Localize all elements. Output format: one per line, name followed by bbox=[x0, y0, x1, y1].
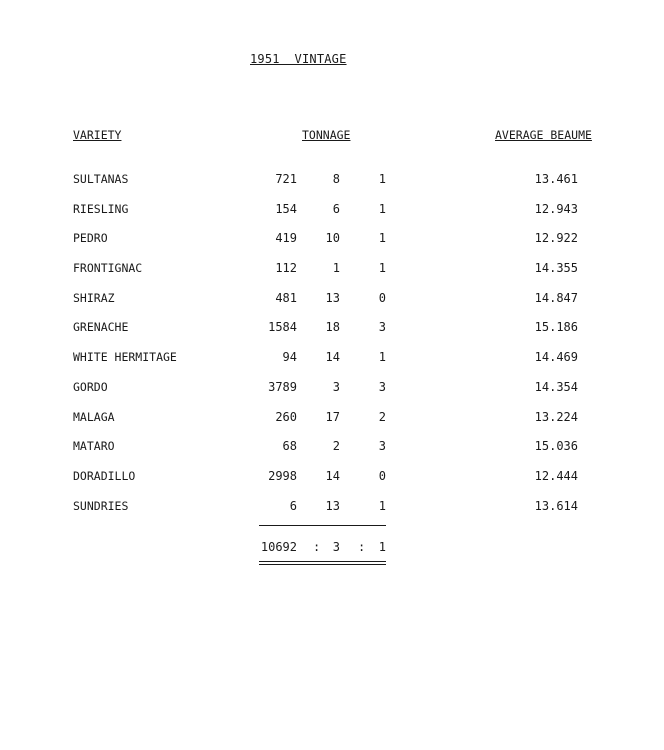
table-row bbox=[0, 433, 664, 463]
row-tons: 419 bbox=[275, 231, 297, 246]
row-beaume: 15.036 bbox=[534, 439, 578, 454]
row-beaume: 13.224 bbox=[534, 409, 578, 424]
row-qtr: 3 bbox=[378, 320, 386, 335]
row-variety: GRENACHE bbox=[73, 320, 129, 335]
total-separator: : bbox=[313, 540, 321, 554]
row-beaume: 14.847 bbox=[534, 290, 578, 305]
row-beaume: 13.461 bbox=[534, 172, 578, 186]
row-variety: MALAGA bbox=[73, 409, 115, 424]
table-row bbox=[0, 285, 664, 315]
row-cwt: 10 bbox=[325, 231, 340, 246]
row-tons: 1584 bbox=[268, 320, 297, 335]
row-qtr: 1 bbox=[378, 261, 386, 276]
row-variety: SUNDRIES bbox=[73, 498, 129, 513]
row-qtr: 1 bbox=[378, 350, 386, 365]
row-cwt: 8 bbox=[332, 172, 340, 186]
row-tons: 721 bbox=[275, 172, 297, 186]
row-variety: FRONTIGNAC bbox=[73, 261, 143, 276]
row-tons: 3789 bbox=[268, 379, 297, 394]
row-beaume: 14.355 bbox=[534, 261, 578, 276]
table-row bbox=[0, 166, 664, 196]
total-separator: : bbox=[358, 540, 366, 554]
row-tons: 481 bbox=[275, 290, 297, 305]
row-tons: 2998 bbox=[268, 468, 297, 483]
row-cwt: 17 bbox=[325, 409, 340, 424]
row-qtr: 0 bbox=[378, 468, 386, 483]
row-variety: PEDRO bbox=[73, 231, 108, 246]
row-beaume: 15.186 bbox=[534, 320, 578, 335]
row-variety: MATARO bbox=[73, 439, 115, 454]
row-beaume: 12.943 bbox=[534, 201, 578, 216]
row-beaume: 14.354 bbox=[534, 379, 578, 394]
row-tons: 260 bbox=[275, 409, 297, 424]
row-cwt: 13 bbox=[325, 498, 340, 513]
row-tons: 94 bbox=[282, 350, 297, 365]
row-qtr: 3 bbox=[378, 379, 386, 394]
total-qtr: 1 bbox=[378, 540, 386, 554]
row-beaume: 12.444 bbox=[534, 468, 578, 483]
table-row bbox=[0, 314, 664, 344]
row-qtr: 0 bbox=[378, 290, 386, 305]
total-rule-double-1 bbox=[259, 561, 386, 562]
row-variety: DORADILLO bbox=[73, 468, 136, 483]
header-average-beaume: AVERAGE BEAUME bbox=[495, 128, 592, 142]
row-cwt: 6 bbox=[332, 201, 340, 216]
table-row bbox=[0, 225, 664, 255]
row-cwt: 18 bbox=[325, 320, 340, 335]
row-tons: 6 bbox=[289, 498, 297, 513]
row-cwt: 1 bbox=[332, 261, 340, 276]
row-beaume: 13.614 bbox=[534, 498, 578, 513]
row-qtr: 3 bbox=[378, 439, 386, 454]
row-cwt: 13 bbox=[325, 290, 340, 305]
table-row bbox=[0, 404, 664, 434]
row-tons: 112 bbox=[275, 261, 297, 276]
vintage-table bbox=[0, 166, 664, 522]
row-variety: RIESLING bbox=[73, 201, 129, 216]
table-row bbox=[0, 344, 664, 374]
row-qtr: 2 bbox=[378, 409, 386, 424]
total-tons: 10692 bbox=[260, 540, 297, 554]
total-rule-top bbox=[259, 525, 386, 526]
table-row bbox=[0, 374, 664, 404]
table-row bbox=[0, 196, 664, 226]
row-cwt: 2 bbox=[332, 439, 340, 454]
row-qtr: 1 bbox=[378, 231, 386, 246]
row-variety: SULTANAS bbox=[73, 172, 129, 186]
header-variety: VARIETY bbox=[73, 128, 122, 142]
table-row bbox=[0, 463, 664, 493]
header-tonnage: TONNAGE bbox=[302, 128, 351, 142]
document-title: 1951 VINTAGE bbox=[250, 52, 347, 66]
table-row bbox=[0, 493, 664, 523]
row-variety: GORDO bbox=[73, 379, 108, 394]
row-cwt: 14 bbox=[325, 350, 340, 365]
row-beaume: 14.469 bbox=[534, 350, 578, 365]
total-cwt: 3 bbox=[332, 540, 340, 554]
row-qtr: 1 bbox=[378, 201, 386, 216]
row-cwt: 3 bbox=[332, 379, 340, 394]
row-cwt: 14 bbox=[325, 468, 340, 483]
row-tons: 154 bbox=[275, 201, 297, 216]
row-tons: 68 bbox=[282, 439, 297, 454]
row-qtr: 1 bbox=[378, 498, 386, 513]
row-variety: SHIRAZ bbox=[73, 290, 115, 305]
table-row bbox=[0, 255, 664, 285]
row-beaume: 12.922 bbox=[534, 231, 578, 246]
row-qtr: 1 bbox=[378, 172, 386, 186]
row-variety: WHITE HERMITAGE bbox=[73, 350, 177, 365]
total-rule-double-2 bbox=[259, 564, 386, 565]
